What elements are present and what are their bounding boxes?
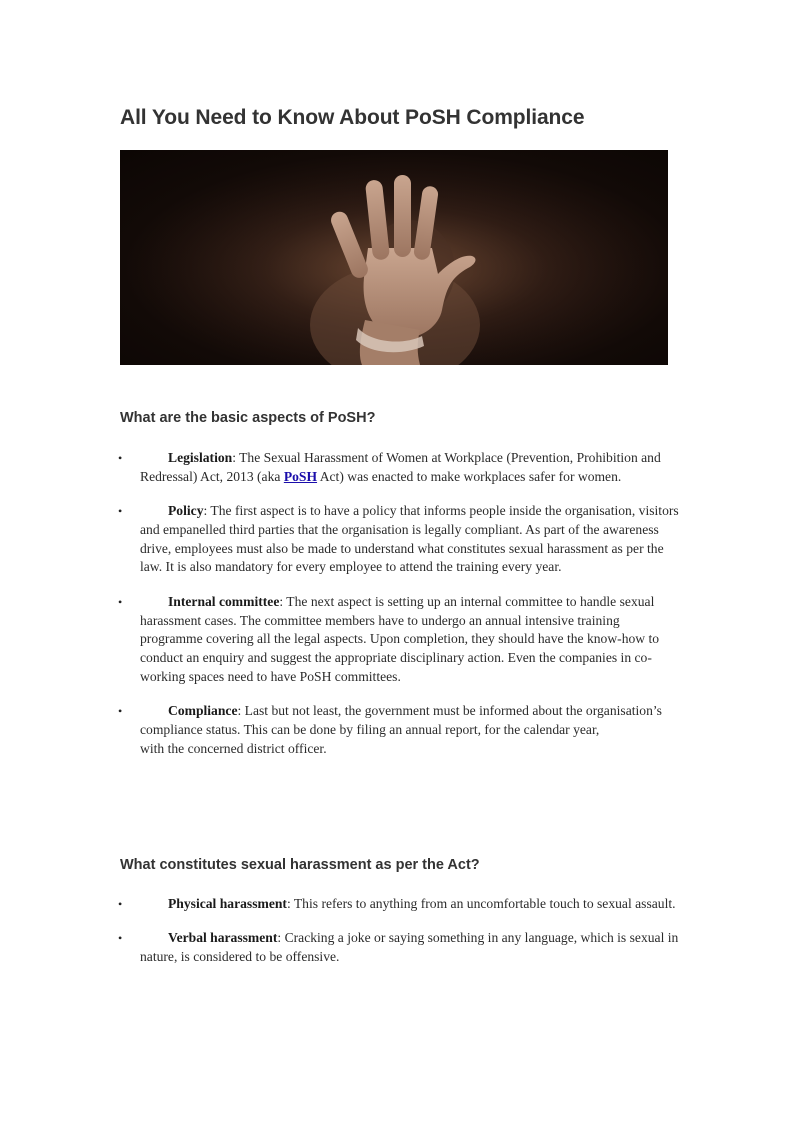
raised-hand-illustration — [120, 150, 668, 365]
item-text: Act) was enacted to make workplaces safer for women. — [317, 468, 622, 484]
item-text: : The next aspect is setting up an internal committee to handle sexual harassment cases. The committee members have to undergo an annual intensive training programme covering all the legal aspects. Upon completion, they should have the know-how to conduct an enquiry and suggest the appropriate disciplinary action. Even the companies in co-working spaces need to have PoSH committees. — [140, 593, 660, 684]
item-text: : The first aspect is to have a policy that informs people inside the organisation, visitors and empanelled third parties that the organisation is legally compliant. As part of the awareness drive, employees must also be made to understand what constitutes sexual harassment as per the law. It is also mandatory for every employee to attend the training every year. — [140, 503, 679, 575]
bullet-icon: • — [118, 504, 123, 519]
harassment-types-list — [118, 895, 680, 982]
basic-aspects-list — [118, 449, 680, 774]
item-text: : Last but not least, the government must be informed about the organisation’s compliance status. This can be done by filing an annual report, for the calendar year, — [140, 703, 662, 738]
item-text-line2: with the concerned district officer. — [140, 740, 327, 756]
section-heading-basic-aspects: What are the basic aspects of PoSH? — [120, 410, 376, 426]
list-item-compliance — [118, 702, 680, 758]
term-internal-committee: Internal committee — [168, 593, 280, 609]
bullet-icon: • — [118, 931, 123, 946]
posh-link[interactable]: PoSH — [283, 468, 318, 484]
term-compliance: Compliance — [168, 703, 238, 719]
term-verbal-harassment: Verbal harassment — [168, 930, 278, 946]
bullet-icon: • — [118, 594, 123, 609]
page-title: All You Need to Know About PoSH Compliance — [120, 106, 585, 129]
list-item-internal-committee — [118, 593, 680, 687]
list-item-physical-harassment — [118, 895, 680, 914]
item-text: : This refers to anything from an uncomfortable touch to sexual assault. — [286, 896, 676, 911]
hero-image — [120, 150, 668, 365]
bullet-icon: • — [118, 704, 123, 719]
term-legislation: Legislation — [168, 450, 233, 465]
term-physical-harassment: Physical harassment — [168, 896, 287, 911]
list-item-verbal-harassment — [118, 929, 680, 967]
list-item-legislation — [118, 449, 680, 487]
term-policy: Policy — [168, 503, 204, 519]
bullet-icon: • — [118, 897, 123, 911]
section-heading-what-constitutes: What constitutes sexual harassment as per the Act? — [120, 857, 480, 873]
list-item-policy — [118, 502, 680, 577]
item-text: : The Sexual Harassment of Women at Workplace (Prevention, Prohibition and Redressal) Act, 2013 (aka — [140, 450, 661, 484]
item-text: : Cracking a joke or saying something in any language, which is sexual in nature, is considered to be offensive. — [140, 930, 679, 965]
bullet-icon: • — [118, 451, 123, 465]
